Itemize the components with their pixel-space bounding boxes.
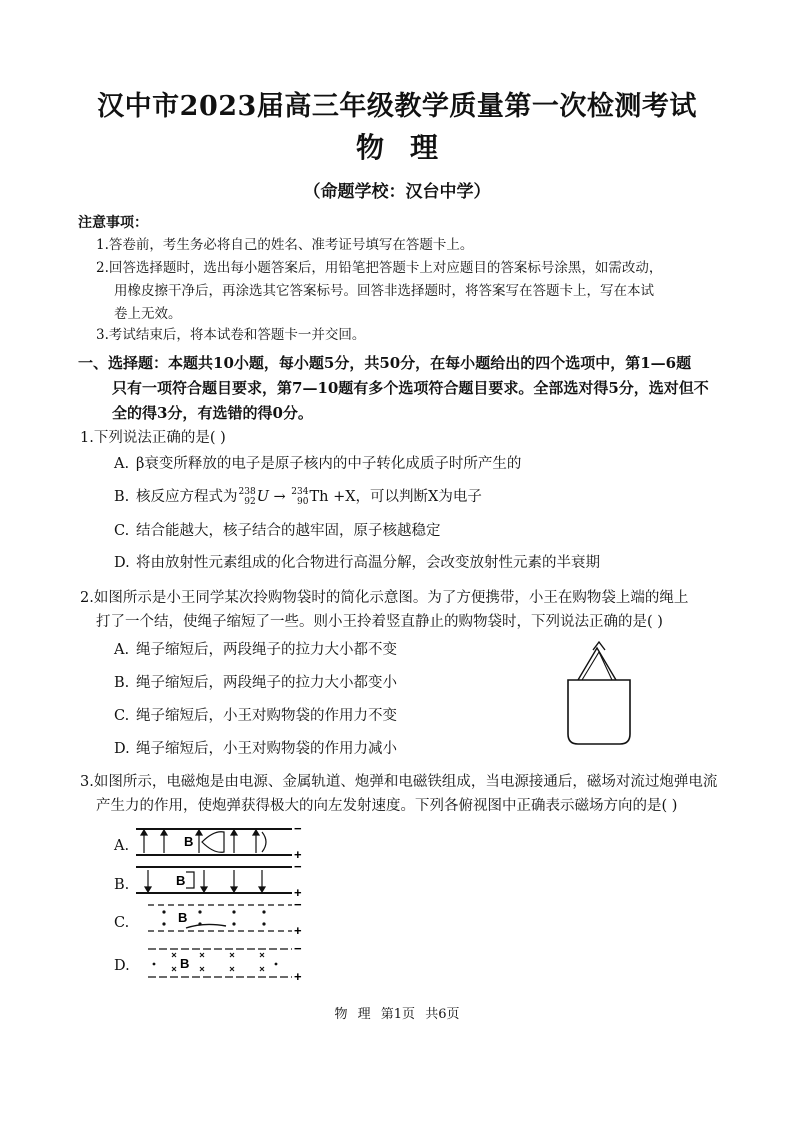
q2-option-c[interactable] <box>114 703 397 730</box>
q2-option-a[interactable] <box>114 637 397 664</box>
option-text: 绳子缩短后，两段绳子的拉力大小都变小 <box>136 675 397 691</box>
plus-terminal: + <box>294 923 302 938</box>
projectile <box>186 924 226 928</box>
note-item: 1.答卷前，考生务必将自己的姓名、准考证号填写在答题卡上。 <box>96 237 474 253</box>
option-label: C. <box>114 523 130 539</box>
minus-terminal: − <box>294 822 302 836</box>
q1-option-a[interactable] <box>114 451 521 478</box>
subject-title: 物理 <box>355 131 464 164</box>
nuclide-mass: 234 <box>291 487 309 497</box>
field-arrows-down <box>145 870 265 892</box>
option-text: 绳子缩短后，两段绳子的拉力大小都不变 <box>136 642 397 658</box>
q3-option-a[interactable] <box>114 833 129 860</box>
minus-terminal: − <box>294 898 302 912</box>
option-text: 核反应方程式为 <box>136 489 238 505</box>
field-label: B <box>178 910 188 925</box>
section-instructions <box>78 351 728 426</box>
footer-page: 第1页 <box>380 1007 416 1022</box>
railgun-figure-b <box>134 860 304 900</box>
field-arrows-up <box>141 830 259 853</box>
option-label: D. <box>114 555 130 571</box>
minus-terminal: − <box>294 941 302 956</box>
field-label: B <box>180 956 190 971</box>
q3-option-b[interactable] <box>114 872 129 899</box>
q2-stem: 2.如图所示是小王同学某次拎购物袋时的简化示意图。为了方便携带，小王在购物袋上端的绳上 <box>80 590 689 606</box>
section-line: 全的得3分，有选错的得0分。 <box>112 404 313 422</box>
projectile <box>186 872 194 888</box>
q2-stem: 打了一个结，使绳子缩短了一些。则小王拎着竖直静止的购物袋时，下列说法正确的是( ) <box>96 614 663 630</box>
bag-body <box>568 680 630 744</box>
section-line: 只有一项符合题目要求，第7—10题有多个选项符合题目要求。全部选对得5分，选对但不 <box>112 379 709 397</box>
rope-knot <box>593 642 605 650</box>
option-text: Th +X，可以判断X为电子 <box>309 489 482 505</box>
nuclide-mass: 238 <box>238 487 256 497</box>
option-label: A. <box>114 456 130 472</box>
nuclide-charge: 90 <box>297 497 309 507</box>
projectile <box>202 832 224 853</box>
note-item: 卷上无效。 <box>114 306 182 322</box>
q3-stem: 3.如图所示，电磁炮是由电源、金属轨道、炮弹和电磁铁组成，当电源接通后，磁场对流过炮弹电流 <box>80 774 718 790</box>
q2-option-d[interactable] <box>114 736 397 763</box>
option-label: A. <box>114 642 130 658</box>
field-label: B <box>176 873 186 888</box>
railgun-figure-a <box>134 822 304 862</box>
q1-option-c[interactable] <box>114 518 441 545</box>
option-label: D. <box>114 741 130 757</box>
q2-option-b[interactable] <box>114 670 397 697</box>
q3-option-c[interactable] <box>114 910 129 937</box>
q1-option-b[interactable] <box>114 484 482 511</box>
notes-heading: 注意事项： <box>78 215 148 231</box>
option-text: 结合能越大，核子结合的越牢固，原子核越稳定 <box>136 523 441 539</box>
plus-terminal: + <box>294 847 302 862</box>
q1-option-d[interactable] <box>114 550 600 577</box>
exam-title: 汉中市2023届高三年级教学质量第一次检测考试 <box>97 91 697 122</box>
option-label: B. <box>114 675 130 691</box>
field-dots <box>153 963 278 966</box>
q3-stem: 产生力的作用，使炮弹获得极大的向左发射速度。下列各俯视图中正确表示磁场方向的是( ) <box>96 798 678 814</box>
school-line: （命题学校：汉台中学） <box>303 182 491 202</box>
shopping-bag-figure <box>560 640 640 748</box>
field-label: B <box>184 834 194 849</box>
option-label: A. <box>114 838 130 854</box>
note-item: 用橡皮擦干净后，再涂选其它答案标号。回答非选择题时，将答案写在答题卡上，写在本试 <box>114 283 654 299</box>
page-footer <box>0 1003 794 1022</box>
plus-terminal: + <box>294 885 302 900</box>
section-line: 一、选择题：本题共10小题，每小题5分，共50分，在每小题给出的四个选项中，第1—6题 <box>78 354 692 372</box>
projectile-arc <box>262 832 266 852</box>
q3-option-d[interactable] <box>114 953 130 980</box>
minus-terminal: − <box>294 860 302 874</box>
q1-stem: 1.下列说法正确的是( ) <box>80 430 226 446</box>
option-text: 绳子缩短后，小王对购物袋的作用力减小 <box>136 741 397 757</box>
option-text: 将由放射性元素组成的化合物进行高温分解，会改变放射性元素的半衰期 <box>136 555 600 571</box>
option-label: D. <box>114 958 130 974</box>
option-text: β衰变所释放的电子是原子核内的中子转化成质子时所产生的 <box>136 456 522 472</box>
option-text: 绳子缩短后，小王对购物袋的作用力不变 <box>136 708 397 724</box>
option-label: C. <box>114 708 130 724</box>
footer-total: 共6页 <box>425 1007 460 1022</box>
option-label: B. <box>114 489 130 505</box>
plus-terminal: + <box>294 969 302 984</box>
nuclide-charge: 92 <box>244 497 256 507</box>
railgun-figure-c <box>134 898 304 938</box>
nuclide-symbol: U → <box>256 489 291 505</box>
railgun-figure-d <box>134 940 304 984</box>
option-label: C. <box>114 915 130 931</box>
option-label: B. <box>114 877 130 893</box>
note-item: 3.考试结束后，将本试卷和答题卡一并交回。 <box>96 327 366 343</box>
note-item: 2.回答选择题时，选出每小题答案后，用铅笔把答题卡上对应题目的答案标号涂黑，如需改动， <box>96 260 663 276</box>
footer-subject: 物 理 <box>334 1007 371 1022</box>
